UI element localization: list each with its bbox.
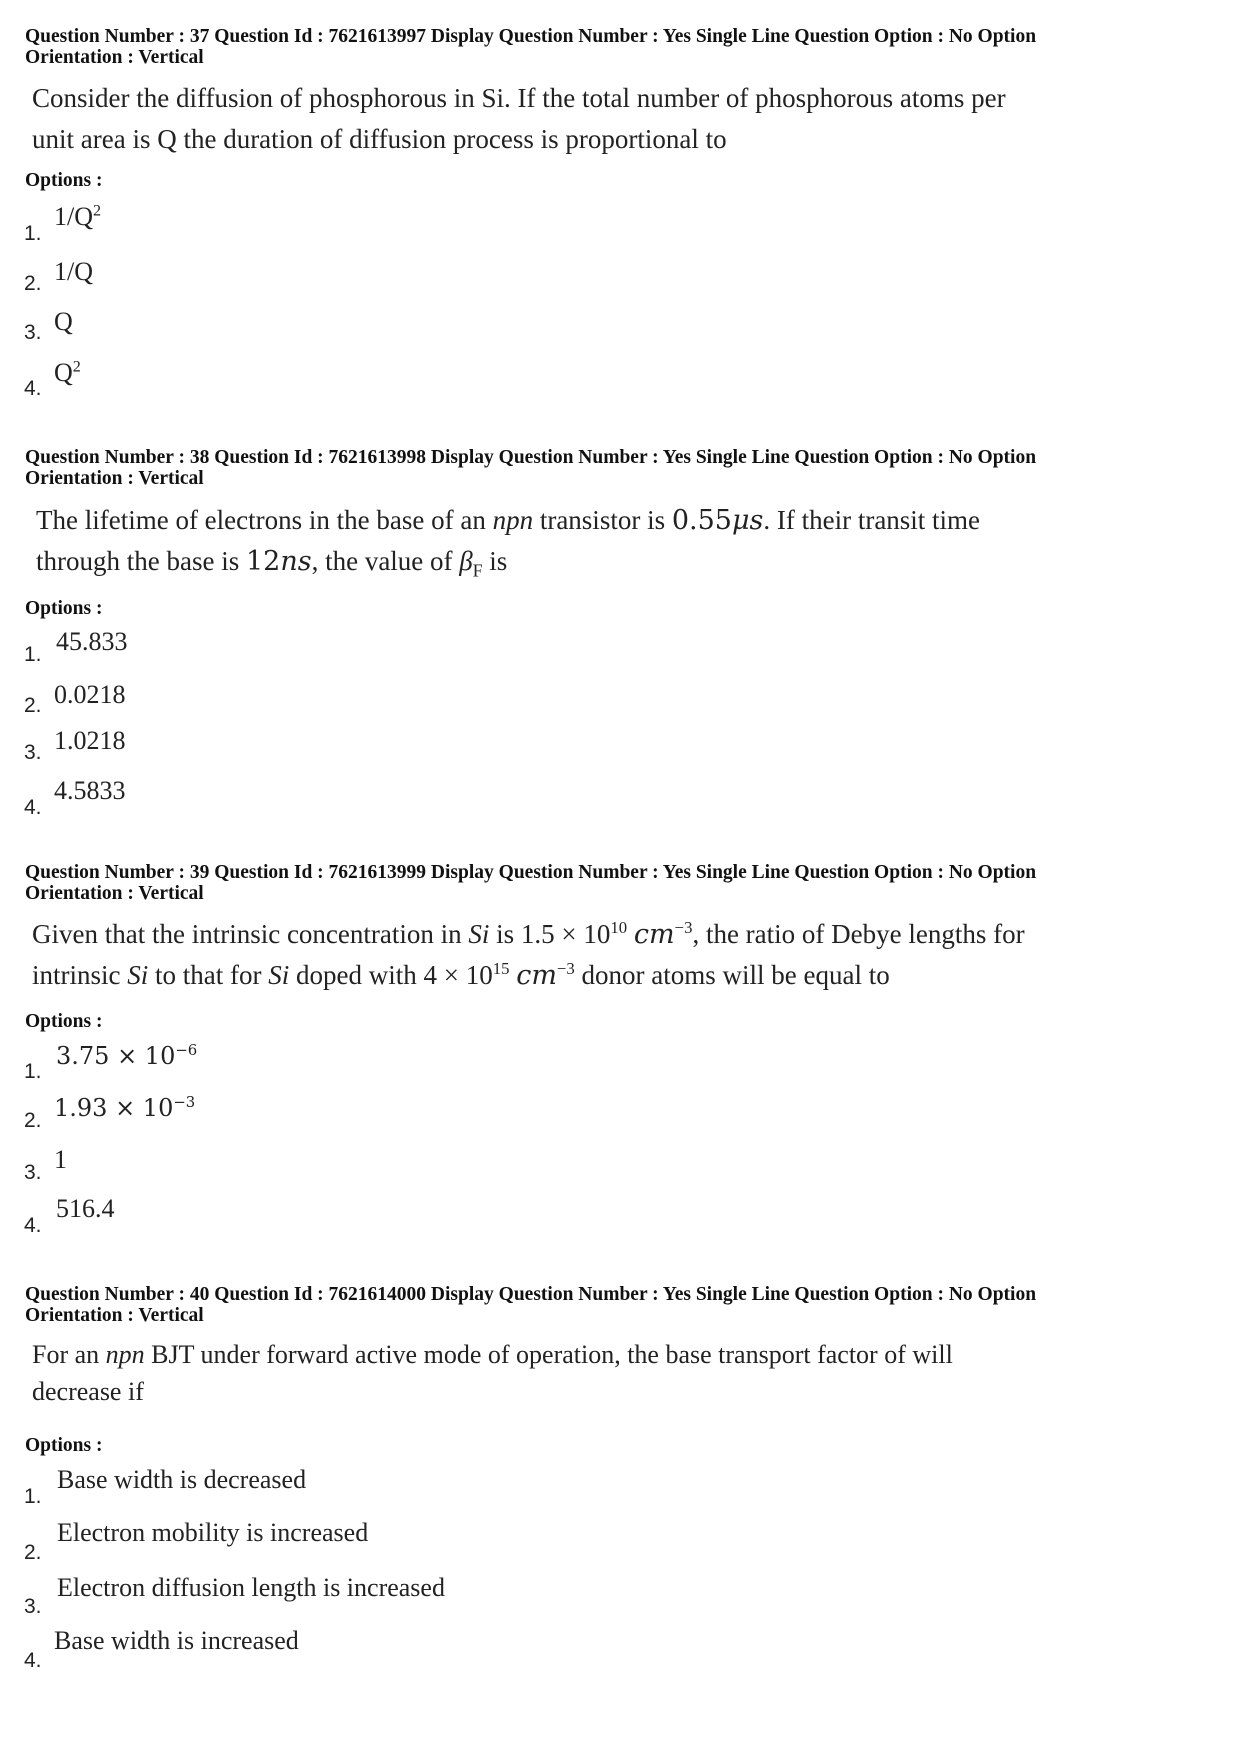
q37-text-line1: Consider the diffusion of phosphorous in Si. If the total number of phosphorous atoms per bbox=[32, 83, 1006, 113]
q40-option-1[interactable] bbox=[0, 1463, 900, 1508]
q38-meta-line2: Orientation : Vertical bbox=[25, 468, 204, 489]
option-number: 2. bbox=[24, 1541, 42, 1564]
q38-text-line1: The lifetime of electrons in the base of an npn transistor is 0.55μs. If their transit time bbox=[36, 505, 981, 536]
option-text: 1 bbox=[54, 1145, 67, 1174]
option-text: $1/Q^2$ bbox=[54, 202, 102, 231]
q37-option-2[interactable] bbox=[0, 255, 900, 295]
option-number: 2. bbox=[24, 1109, 42, 1132]
q37-meta-line1: Question Number : 37 Question Id : 7621613997 Display Question Number : Yes Single Line Question Option : No Option bbox=[25, 26, 1037, 47]
option-number: 4. bbox=[24, 1214, 42, 1237]
q39-text-line2: intrinsic Si to that for Si doped with $4 \times 10^{15}$ $cm^{-3}$ donor atoms will be equal to bbox=[32, 959, 890, 991]
option-text: Q bbox=[54, 307, 73, 336]
q38-question-text bbox=[36, 500, 1146, 582]
option-text: 1.0218 bbox=[54, 726, 126, 755]
q40-option-3[interactable] bbox=[0, 1571, 900, 1618]
option-text: 1/Q bbox=[54, 257, 93, 286]
option-text: 45.833 bbox=[56, 627, 128, 656]
option-text: 4.5833 bbox=[54, 776, 126, 805]
option-number: 1. bbox=[24, 1485, 42, 1508]
q40-options-label: Options : bbox=[25, 1435, 103, 1456]
option-number: 1. bbox=[24, 222, 42, 245]
q39-option-2[interactable] bbox=[0, 1092, 900, 1132]
q37-options-label: Options : bbox=[25, 170, 103, 191]
option-number: 3. bbox=[24, 741, 42, 764]
option-number: 4. bbox=[24, 796, 42, 819]
option-number: 4. bbox=[24, 1649, 42, 1672]
q40-text-line1: For an npn BJT under forward active mode of operation, the base transport factor of will bbox=[32, 1340, 953, 1369]
option-text: $Q^2$ bbox=[54, 358, 81, 387]
q38-option-2[interactable] bbox=[0, 680, 900, 720]
q38-option-3[interactable] bbox=[0, 726, 900, 766]
q38-meta bbox=[25, 447, 1215, 489]
q37-meta-line2: Orientation : Vertical bbox=[25, 47, 204, 68]
q39-option-4[interactable] bbox=[0, 1192, 900, 1237]
q38-text-line2: through the base is 12ns, the value of $\beta_F$ is bbox=[36, 546, 508, 581]
q37-option-1[interactable] bbox=[0, 200, 900, 245]
q40-text-line2: decrease if bbox=[32, 1377, 144, 1406]
q39-options-label: Options : bbox=[25, 1011, 103, 1032]
q40-meta-line2: Orientation : Vertical bbox=[25, 1305, 204, 1326]
option-number: 1. bbox=[24, 643, 42, 666]
q38-option-1[interactable] bbox=[0, 627, 900, 667]
option-number: 3. bbox=[24, 321, 42, 344]
q39-meta bbox=[25, 862, 1215, 904]
q39-meta-line2: Orientation : Vertical bbox=[25, 883, 204, 904]
option-text: $3.75 \times 10^{-6}$ bbox=[56, 1041, 198, 1070]
q40-meta bbox=[25, 1284, 1215, 1326]
option-text: 0.0218 bbox=[54, 680, 126, 709]
q39-option-1[interactable] bbox=[0, 1040, 900, 1083]
option-text: Base width is increased bbox=[54, 1626, 299, 1655]
option-number: 3. bbox=[24, 1595, 42, 1618]
q37-option-4[interactable] bbox=[0, 355, 900, 400]
q39-meta-line1: Question Number : 39 Question Id : 7621613999 Display Question Number : Yes Single Line Question Option : No Option bbox=[25, 862, 1037, 883]
option-text: Base width is decreased bbox=[57, 1465, 307, 1494]
q39-question-text bbox=[32, 914, 1142, 996]
q39-text-line1: Given that the intrinsic concentration in Si is $1.5 \times 10^{10}$ $cm^{-3}$, the ratio of Debye lengths for bbox=[32, 918, 1025, 950]
q39-option-3[interactable] bbox=[0, 1145, 900, 1185]
q38-meta-line1: Question Number : 38 Question Id : 7621613998 Display Question Number : Yes Single Line Question Option : No Option bbox=[25, 447, 1037, 468]
option-number: 2. bbox=[24, 272, 42, 295]
option-text: Electron mobility is increased bbox=[57, 1518, 369, 1547]
q38-option-4[interactable] bbox=[0, 776, 900, 819]
q37-meta bbox=[25, 26, 1215, 68]
q37-question-text bbox=[32, 78, 1142, 160]
option-text: 516.4 bbox=[56, 1194, 115, 1223]
q40-option-4[interactable] bbox=[0, 1624, 900, 1672]
q37-option-3[interactable] bbox=[0, 305, 900, 345]
option-number: 1. bbox=[24, 1060, 42, 1083]
q40-option-2[interactable] bbox=[0, 1516, 900, 1564]
option-number: 2. bbox=[24, 694, 42, 717]
q40-question-text bbox=[32, 1336, 1142, 1410]
q37-text-line2: unit area is Q the duration of diffusion process is proportional to bbox=[32, 124, 727, 154]
option-number: 4. bbox=[24, 377, 42, 400]
q40-meta-line1: Question Number : 40 Question Id : 7621614000 Display Question Number : Yes Single Line Question Option : No Option bbox=[25, 1284, 1037, 1305]
option-text: Electron diffusion length is increased bbox=[57, 1573, 445, 1602]
option-text: $1.93 \times 10^{-3}$ bbox=[54, 1093, 196, 1122]
q38-options-label: Options : bbox=[25, 598, 103, 619]
option-number: 3. bbox=[24, 1161, 42, 1184]
